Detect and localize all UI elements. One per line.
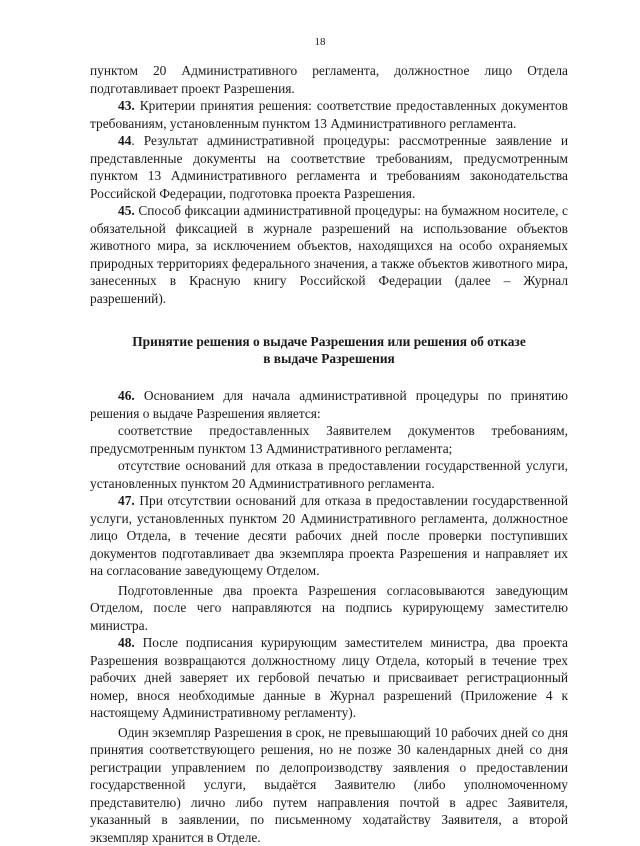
paragraph-number: 44 [118, 133, 131, 148]
paragraph-number: 43. [118, 98, 135, 113]
page-number: 18 [0, 36, 640, 48]
paragraph-47 [90, 492, 568, 580]
paragraph-43 [90, 97, 568, 132]
paragraph-45 [90, 202, 568, 307]
section-heading-line-2: в выдаче Разрешения [90, 350, 568, 367]
paragraph-text: Основанием для начала административной процедуры по принятию решения о выдаче Разрешения является: [90, 388, 568, 421]
paragraph-text: При отсутствии оснований для отказа в предоставлении государственной услуги, установленных пунктом 20 Административного регламента, должностное лицо Отдела, в течение десяти рабочих дней после проверки поступивших документов подготавливает два экземпляра проекта Разрешения и направляет их на согласование заведующему Отделом. [90, 493, 568, 578]
section-heading [90, 333, 568, 367]
paragraph-text: Подготовленные два проекта Разрешения согласовываются заведующим Отделом, после чего направляются на подпись курирующему заместителю министра. [90, 583, 568, 633]
paragraph-text: После подписания курирующим заместителем министра, два проекта Разрешения возвращаются должностному лицу Отдела, который в течение трех рабочих дней заверяет их гербовой печатью и присваивает регистрационный номер, внося необходимые данные в Журнал разрешений (Приложение 4 к настоящему Административному регламенту). [90, 635, 568, 720]
paragraph-text: Способ фиксации административной процедуры: на бумажном носителе, с обязательной фиксацией в журнале разрешений на использование объектов животного мира, за исключением объектов, находящихся на особо охраняемых природных территориях федерального значения, а также объектов животного мира, занесенных в Красную книгу Российской Федерации (далее – Журнал разрешений). [90, 203, 568, 306]
paragraph-number: 45. [118, 203, 135, 218]
paragraph-44 [90, 132, 568, 202]
paragraph-condition-1 [90, 422, 568, 457]
section-heading-line-1: Принятие решения о выдаче Разрешения или решения об отказе [90, 333, 568, 350]
paragraph-text: Один экземпляр Разрешения в срок, не превышающий 10 рабочих дней со дня принятия соответствующего решения, но не позже 30 календарных дней со дня регистрации управлением по делопроизводству заявления о предоставлении государственной услуги, выдаётся Заявителю (либо уполномоченному представителю) лично либо путем направления почтой в адрес Заявителя, указанный в заявлении, по письменному ходатайству Заявителя, а второй экземпляр хранится в Отделе. [90, 725, 568, 845]
paragraph-48 [90, 634, 568, 722]
paragraph-text: Критерии принятия решения: соответствие предоставленных документов требованиям, установленным пунктом 13 Административного регламента. [90, 98, 568, 131]
paragraph-condition-2 [90, 457, 568, 492]
paragraph-46 [90, 387, 568, 422]
paragraph-number: 47. [118, 493, 135, 508]
paragraph-number: 48. [118, 635, 135, 650]
paragraph-text: соответствие предоставленных Заявителем документов требованиям, предусмотренным пунктом 13 Административного регламента; [90, 423, 568, 456]
paragraph-text: . Результат административной процедуры: рассмотренные заявление и представленные документы на соответствие требованиям, предусмотренным пунктом 13 Административного регламента и требованиям законодательства Российской Федерации, подготовка проекта Разрешения. [90, 133, 568, 201]
paragraph-approval [90, 582, 568, 635]
paragraph-text: пунктом 20 Административного регламента, должностное лицо Отдела подготавливает проект Разрешения. [90, 63, 568, 96]
paragraph-text: отсутствие оснований для отказа в предоставлении государственной услуги, установленных пунктом 20 Административного регламента. [90, 458, 568, 491]
paragraph-continuation [90, 62, 568, 97]
paragraph-number: 46. [118, 388, 135, 403]
document-body [90, 62, 568, 846]
